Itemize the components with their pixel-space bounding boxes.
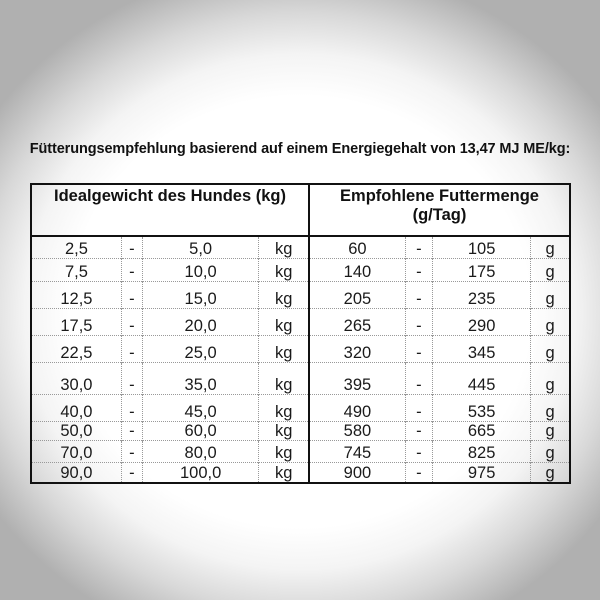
food-unit-cell: g	[531, 281, 570, 308]
food-to-cell: 975	[432, 462, 530, 483]
header-weight-label: Idealgewicht des Hundes (kg)	[54, 187, 286, 205]
food-to-cell: 535	[432, 394, 530, 421]
weight-unit-cell: kg	[259, 308, 309, 335]
weight-separator-cell: -	[121, 281, 142, 308]
header-food	[309, 184, 570, 236]
weight-to-cell: 45,0	[142, 394, 258, 421]
table-row	[31, 440, 570, 462]
food-from-cell: 745	[309, 440, 405, 462]
header-food-line2: (g/Tag)	[412, 206, 467, 224]
food-unit-cell: g	[531, 462, 570, 483]
food-separator-cell: -	[405, 462, 432, 483]
weight-unit-cell: kg	[259, 421, 309, 440]
weight-to-cell: 25,0	[142, 335, 258, 362]
weight-to-cell: 100,0	[142, 462, 258, 483]
food-from-cell: 580	[309, 421, 405, 440]
header-weight	[31, 184, 309, 236]
food-from-cell: 140	[309, 258, 405, 281]
food-from-cell: 490	[309, 394, 405, 421]
weight-separator-cell: -	[121, 462, 142, 483]
food-unit-cell: g	[531, 421, 570, 440]
weight-from-cell: 30,0	[31, 362, 121, 394]
weight-separator-cell: -	[121, 421, 142, 440]
weight-separator-cell: -	[121, 258, 142, 281]
weight-from-cell: 50,0	[31, 421, 121, 440]
food-unit-cell: g	[531, 362, 570, 394]
food-separator-cell: -	[405, 394, 432, 421]
food-unit-cell: g	[531, 394, 570, 421]
weight-to-cell: 20,0	[142, 308, 258, 335]
weight-to-cell: 80,0	[142, 440, 258, 462]
weight-to-cell: 10,0	[142, 258, 258, 281]
table-header-row	[31, 184, 570, 236]
weight-from-cell: 90,0	[31, 462, 121, 483]
weight-separator-cell: -	[121, 236, 142, 258]
table-row	[31, 462, 570, 483]
food-separator-cell: -	[405, 421, 432, 440]
weight-from-cell: 40,0	[31, 394, 121, 421]
table-row	[31, 421, 570, 440]
food-from-cell: 205	[309, 281, 405, 308]
weight-unit-cell: kg	[259, 440, 309, 462]
weight-from-cell: 17,5	[31, 308, 121, 335]
weight-unit-cell: kg	[259, 462, 309, 483]
food-separator-cell: -	[405, 236, 432, 258]
food-from-cell: 395	[309, 362, 405, 394]
table-body	[31, 236, 570, 483]
food-from-cell: 60	[309, 236, 405, 258]
weight-separator-cell: -	[121, 440, 142, 462]
food-from-cell: 265	[309, 308, 405, 335]
food-unit-cell: g	[531, 308, 570, 335]
food-unit-cell: g	[531, 258, 570, 281]
food-to-cell: 235	[432, 281, 530, 308]
food-to-cell: 445	[432, 362, 530, 394]
food-to-cell: 175	[432, 258, 530, 281]
weight-to-cell: 5,0	[142, 236, 258, 258]
page-title: Fütterungsempfehlung basierend auf einem Energiegehalt von 13,47 MJ ME/kg:	[29, 141, 571, 157]
food-separator-cell: -	[405, 440, 432, 462]
weight-from-cell: 2,5	[64, 239, 88, 258]
table-row	[31, 335, 570, 362]
weight-unit-cell: kg	[259, 362, 309, 394]
food-to-cell: 105	[432, 236, 530, 258]
food-from-cell: 900	[309, 462, 405, 483]
weight-unit-cell: kg	[259, 236, 309, 258]
food-separator-cell: -	[405, 281, 432, 308]
food-to-cell: 290	[432, 308, 530, 335]
weight-unit-cell: kg	[259, 394, 309, 421]
weight-unit-cell: kg	[259, 258, 309, 281]
weight-from-cell: 7,5	[31, 258, 121, 281]
food-unit-cell: g	[531, 236, 570, 258]
feeding-table	[30, 183, 571, 484]
table-row	[31, 281, 570, 308]
food-unit-cell: g	[531, 440, 570, 462]
weight-unit-cell: kg	[259, 281, 309, 308]
table-row	[31, 236, 570, 258]
weight-to-cell: 15,0	[142, 281, 258, 308]
weight-separator-cell: -	[121, 335, 142, 362]
header-food-line1: Empfohlene Futtermenge	[340, 187, 539, 205]
weight-separator-cell: -	[121, 362, 142, 394]
weight-separator-cell: -	[121, 394, 142, 421]
food-to-cell: 345	[432, 335, 530, 362]
weight-from-cell: 70,0	[31, 440, 121, 462]
food-separator-cell: -	[405, 362, 432, 394]
weight-to-cell: 60,0	[142, 421, 258, 440]
food-separator-cell: -	[405, 335, 432, 362]
food-from-cell: 320	[309, 335, 405, 362]
table-row	[31, 394, 570, 421]
weight-separator-cell: -	[121, 308, 142, 335]
food-to-cell: 825	[432, 440, 530, 462]
weight-to-cell: 35,0	[142, 362, 258, 394]
table-row	[31, 258, 570, 281]
food-to-cell: 665	[432, 421, 530, 440]
food-separator-cell: -	[405, 308, 432, 335]
food-unit-cell: g	[531, 335, 570, 362]
table-row	[31, 362, 570, 394]
weight-from-cell: 22,5	[31, 335, 121, 362]
weight-from-cell: 12,5	[31, 281, 121, 308]
weight-unit-cell: kg	[259, 335, 309, 362]
food-separator-cell: -	[405, 258, 432, 281]
table-row	[31, 308, 570, 335]
